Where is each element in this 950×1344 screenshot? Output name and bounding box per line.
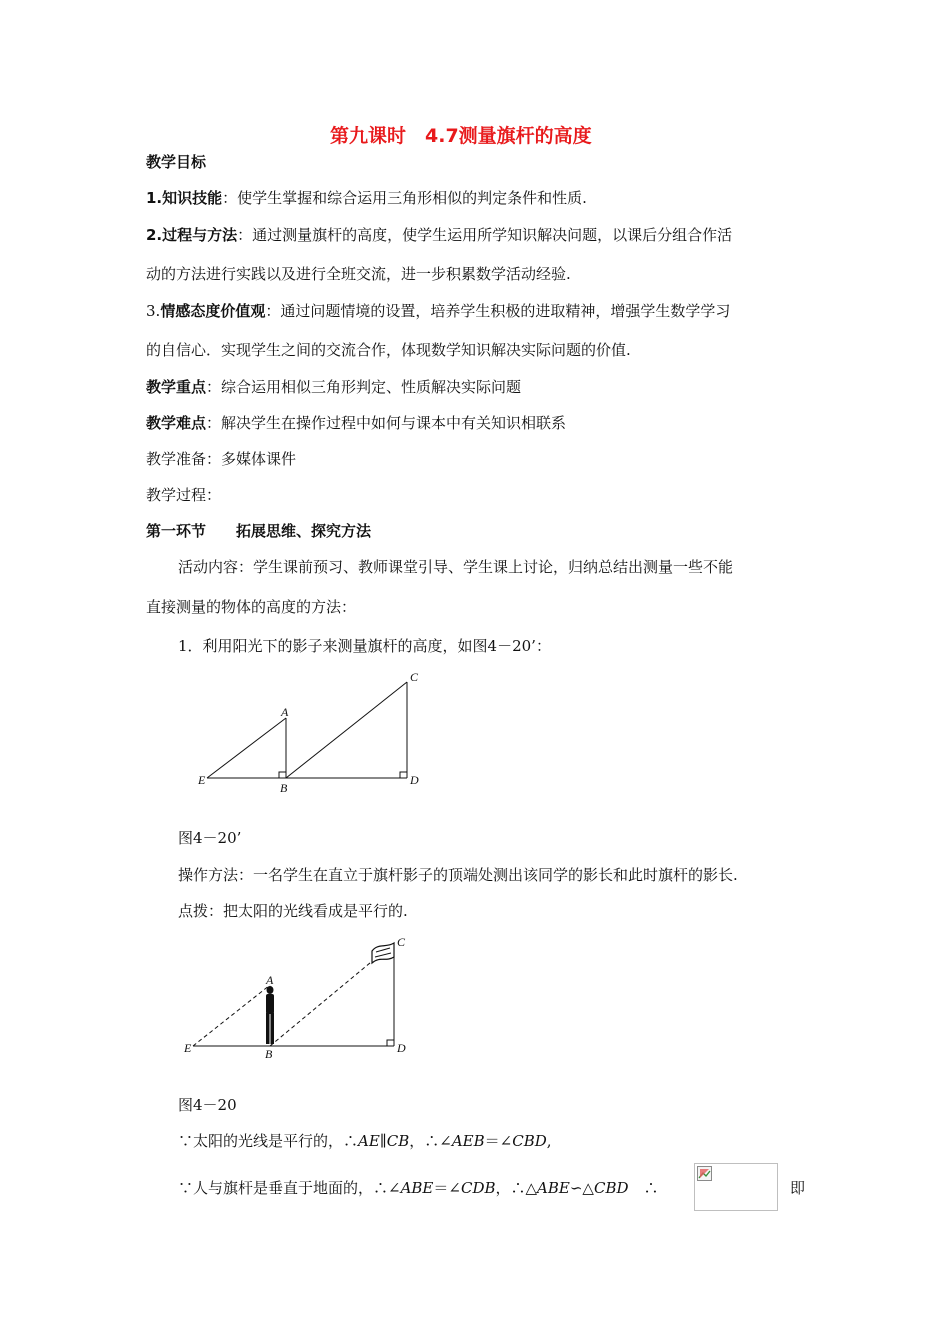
objective-attitude-cont: 的自信心．实现学生之间的交流合作，体现数学知识解决实际问题的价值. [146, 341, 631, 359]
proof-1-part: ∵太阳的光线是平行的，∴ [178, 1132, 359, 1150]
difficulty-text: ：解决学生在操作过程中如何与课本中有关知识相联系 [206, 414, 567, 432]
fig2-label-a: A [266, 973, 274, 987]
broken-image-placeholder [694, 1163, 778, 1211]
broken-image-icon [697, 1166, 713, 1182]
proof-1-math: AEB [451, 1132, 485, 1150]
objective-attitude-text: ：通过问题情境的设置，培养学生积极的进取精神，增强学生数学学习 [265, 302, 731, 320]
proof-line-2-end: 即 [790, 1179, 806, 1197]
objective-attitude-num: 3. [146, 302, 161, 320]
proof-1-math: AE [358, 1132, 380, 1150]
activity-text: 活动内容：学生课前预习、教师课堂引导、学生课上讨论，归纳总结出测量一些不能 [178, 558, 734, 576]
teaching-prep: 教学准备：多媒体课件 [146, 450, 297, 468]
fig1-label-c: C [410, 670, 419, 684]
proof-2-part: ，∴△ [495, 1179, 538, 1197]
proof-1-math: CB [386, 1132, 410, 1150]
fig1-label-b: B [280, 781, 288, 795]
fig2-label-e: E [184, 1041, 192, 1055]
objective-knowledge-label: 1.知识技能 [146, 189, 223, 207]
difficulty-label: 教学难点 [146, 414, 207, 432]
proof-1-part: , [546, 1132, 552, 1150]
operation-method: 操作方法：一名学生在直立于旗杆影子的顶端处测出该同学的影长和此时旗杆的影长. [178, 866, 738, 884]
page-title: 第九课时 4.7测量旗杆的高度 [330, 125, 592, 147]
fig1-label-e: E [198, 773, 206, 787]
figure-caption-1: 图4－20’ [178, 829, 242, 847]
objective-attitude-label: 情感态度价值观 [160, 302, 266, 320]
proof-line-2 [178, 1178, 659, 1198]
activity-text-cont: 直接测量的物体的高度的方法： [146, 598, 357, 616]
fig2-label-d: D [397, 1041, 406, 1055]
key-point-label: 教学重点 [146, 378, 207, 396]
section-heading: 第一环节 拓展思维、探究方法 [146, 522, 372, 540]
key-point-text: ：综合运用相似三角形判定、性质解决实际问题 [206, 378, 522, 396]
proof-line-1 [178, 1131, 552, 1151]
proof-1-part: ，∴∠ [409, 1132, 452, 1150]
flag-icon [372, 943, 394, 963]
proof-2-math: CBD [593, 1179, 629, 1197]
proof-1-part: ＝∠ [484, 1132, 513, 1150]
objective-process-label: 2.过程与方法 [146, 226, 238, 244]
proof-2-math: ABE [537, 1179, 570, 1197]
proof-2-part: ∽△ [569, 1179, 594, 1197]
fig1-label-d: D [410, 773, 419, 787]
teaching-process: 教学过程： [146, 486, 222, 504]
person-silhouette-icon [266, 986, 274, 1044]
objective-process-text: ：通过测量旗杆的高度，使学生运用所学知识解决问题，以课后分组合作活 [237, 226, 733, 244]
fig2-label-b: B [265, 1047, 273, 1061]
right-angle-d-2 [387, 1040, 394, 1046]
fig2-label-c: C [397, 935, 406, 949]
hint-text: 点拨：把太阳的光线看成是平行的. [178, 902, 408, 920]
proof-2-part: ∴ [628, 1179, 659, 1197]
sun-ray-dashed-ea [193, 985, 270, 1046]
proof-2-math: CDB [460, 1179, 496, 1197]
objectives-heading: 教学目标 [146, 153, 207, 171]
fig1-label-a: A [281, 705, 289, 719]
proof-1-math: CBD [512, 1132, 547, 1150]
proof-2-part: ∵人与旗杆是垂直于地面的，∴∠ [178, 1179, 401, 1197]
proof-2-math: ABE [400, 1179, 434, 1197]
proof-1-part: ∥ [379, 1132, 387, 1150]
figure-caption-2: 图4－20 [178, 1096, 237, 1114]
objective-process-cont: 动的方法进行实践以及进行全班交流，进一步积累数学活动经验. [146, 265, 571, 283]
sun-ray-dashed-bc [270, 948, 388, 1046]
method-1: 1．利用阳光下的影子来测量旗杆的高度，如图4－20’： [178, 637, 551, 655]
proof-2-part: ＝∠ [433, 1179, 461, 1197]
objective-knowledge-text: ：使学生掌握和综合运用三角形相似的判定条件和性质. [222, 189, 587, 207]
